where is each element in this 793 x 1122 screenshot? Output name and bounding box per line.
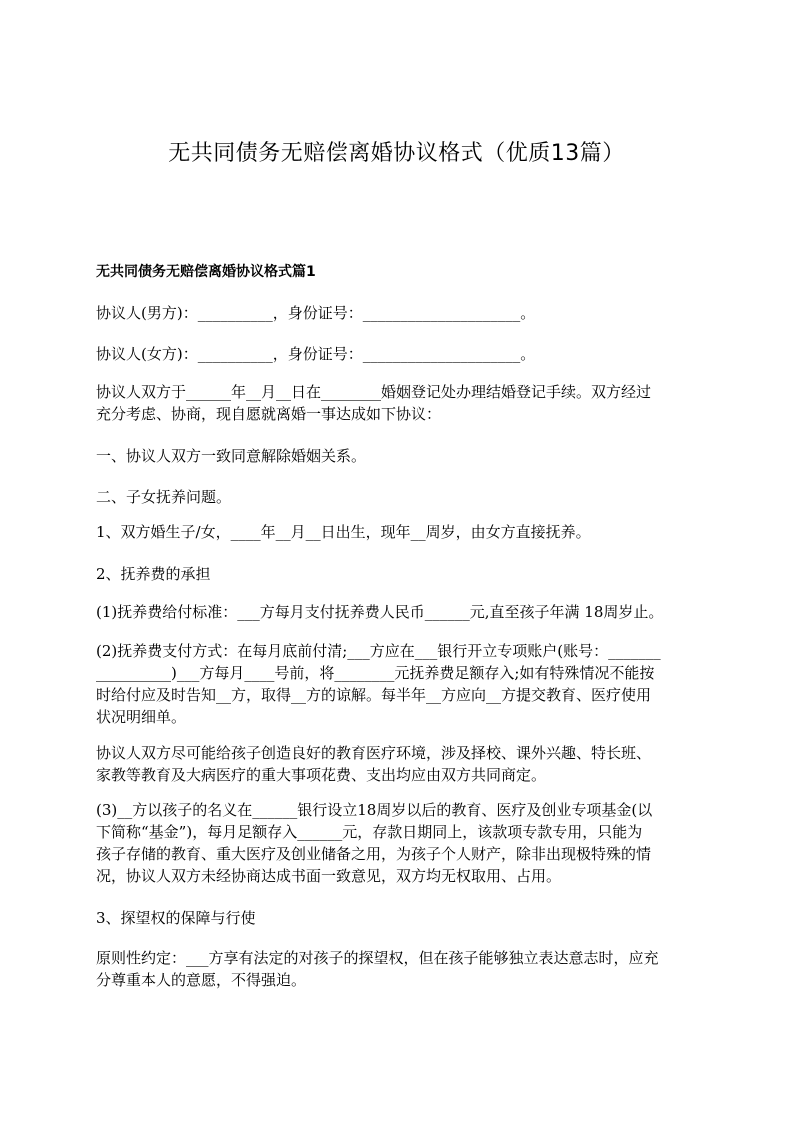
paragraph-line: 时给付应及时告知__方，取得__方的谅解。每半年__方应向__方提交教育、医疗使用 <box>96 686 652 704</box>
paragraph-line: 二、子女抚养问题。 <box>96 488 232 506</box>
paragraph <box>96 947 704 991</box>
paragraph-line: 况，协议人双方未经协商达成书面一致意见，双方均无权取用、占用。 <box>96 867 562 885</box>
paragraph-line: 孩子存储的教育、重大医疗及创业储备之用，为孩子个人财产，除非出现极特殊的情 <box>96 845 652 863</box>
paragraph <box>96 521 704 543</box>
paragraph-line: 协议人(女方)：__________，身份证号：_____________________。 <box>96 345 536 363</box>
paragraph-line: (1)抚养费给付标准：___方每月支付抚养费人民币______元,直至孩子年满 18周岁止。 <box>96 603 664 621</box>
paragraph-line: 家教等教育及大病医疗的重大事项花费、支出均应由双方共同商定。 <box>96 766 547 784</box>
paragraph <box>96 563 704 585</box>
paragraph-line: 协议人双方于______年__月__日在________婚姻登记处办理结婚登记手续。双方经过 <box>96 383 652 401</box>
paragraph <box>96 445 704 467</box>
section-heading: 无共同债务无赔偿离婚协议格式篇1 <box>96 264 316 280</box>
paragraph-line: 协议人双方尽可能给孩子创造良好的教育医疗环境，涉及择校、课外兴趣、特长班、 <box>96 744 652 762</box>
paragraph-line: 原则性约定：___方享有法定的对孩子的探望权，但在孩子能够独立表达意志时，应充 <box>96 949 659 967</box>
paragraph-line: 分尊重本人的意愿，不得强迫。 <box>96 971 307 989</box>
paragraph <box>96 799 704 887</box>
paragraph <box>96 640 704 728</box>
paragraph-line: 3、探望权的保障与行使 <box>96 909 256 927</box>
document-title: 无共同债务无赔偿离婚协议格式（优质13篇） <box>168 141 625 166</box>
paragraph-line: 下简称“基金”)，每月足额存入______元，存款日期同上，该款项专款专用，只能为 <box>96 823 643 841</box>
paragraph <box>96 381 704 425</box>
paragraph <box>96 302 704 324</box>
paragraph-line: 协议人(男方)：__________，身份证号：_____________________。 <box>96 304 536 322</box>
paragraph-line: 充分考虑、协商，现自愿就离婚一事达成如下协议： <box>96 405 442 423</box>
paragraph-line: (2)抚养费支付方式：在每月底前付清;___方应在___银行开立专项账户(账号：_______ <box>96 642 661 660</box>
paragraph <box>96 486 704 508</box>
paragraph-line: 1、双方婚生子/女，____年__月__日出生，现年__周岁，由女方直接抚养。 <box>96 523 591 541</box>
paragraph <box>96 907 704 929</box>
paragraph-line: 2、抚养费的承担 <box>96 565 211 583</box>
paragraph <box>96 742 704 786</box>
paragraph-line: __________)___方每月____号前，将________元抚养费足额存入;如有特殊情况不能按 <box>96 664 655 682</box>
paragraph <box>96 601 704 623</box>
paragraph-line: 一、协议人双方一致同意解除婚姻关系。 <box>96 447 367 465</box>
paragraph <box>96 343 704 365</box>
paragraph-line: (3)__方以孩子的名义在______银行设立18周岁以后的教育、医疗及创业专项基金(以 <box>96 801 653 819</box>
paragraph-line: 状况明细单。 <box>96 708 187 726</box>
